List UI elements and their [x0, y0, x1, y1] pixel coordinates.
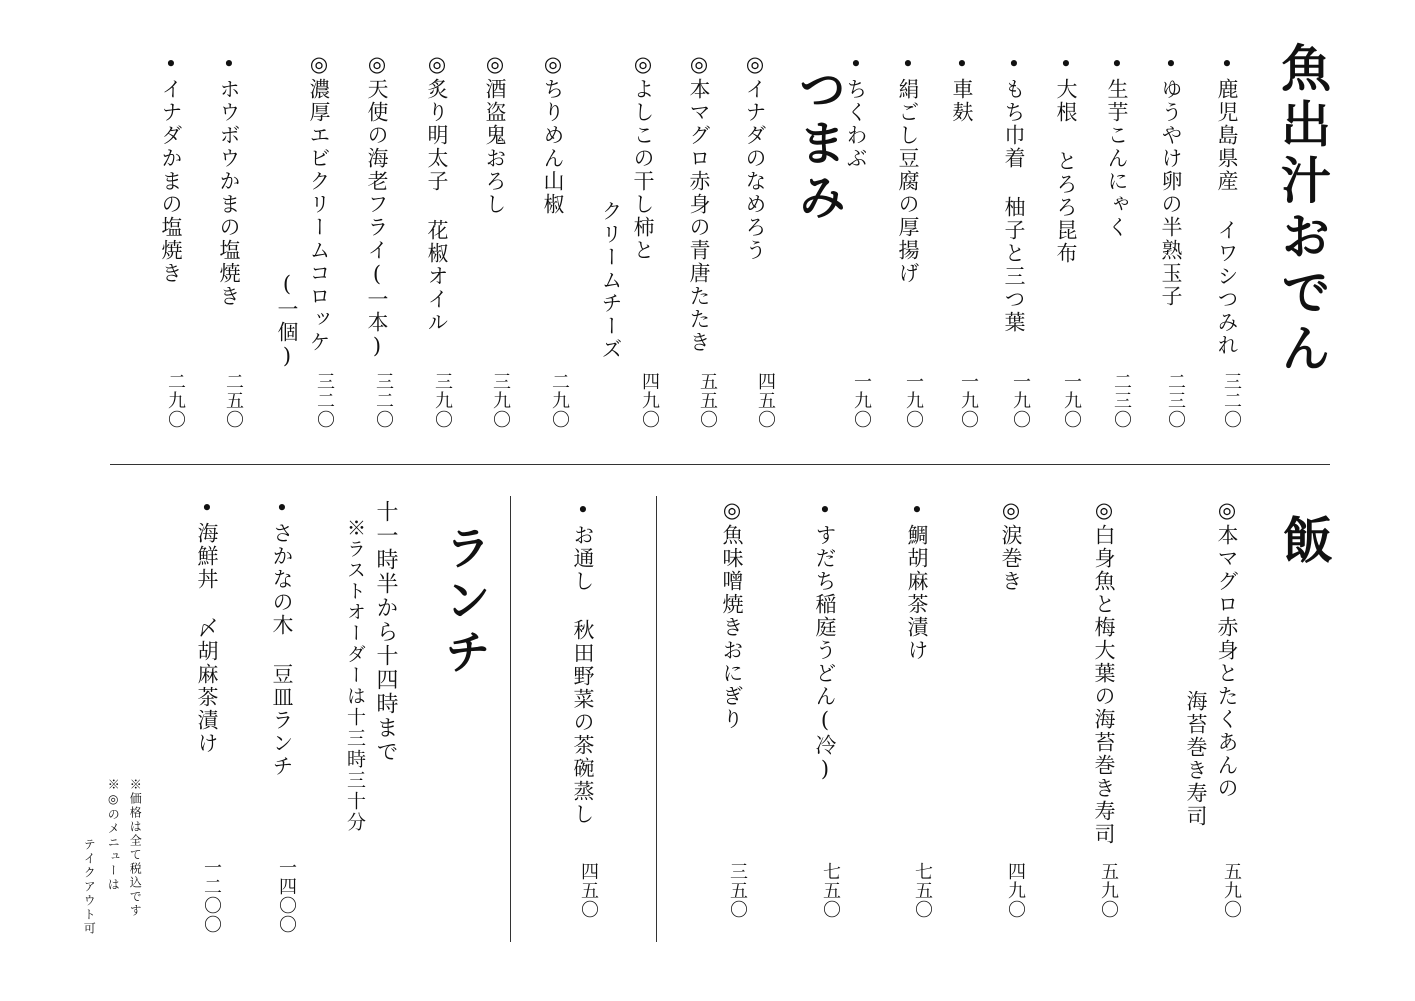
- menu-item-price: 三九〇: [432, 372, 453, 429]
- menu-item-price: 一九〇: [958, 372, 979, 429]
- menu-item-price: 一四〇〇: [276, 858, 297, 934]
- menu-item-name: •海鮮丼 〆胡麻茶漬け: [195, 496, 219, 755]
- otoshi-item-price: 四五〇: [578, 862, 599, 919]
- menu-item-name: ◎涙巻き: [999, 498, 1023, 593]
- section-divider: [110, 464, 1330, 465]
- menu-item-name: •大根 とろろ昆布: [1054, 52, 1078, 265]
- menu-item-price: 四九〇: [1005, 862, 1026, 919]
- oden-heading: 魚出汁おでん: [1273, 42, 1332, 378]
- menu-item-price: 三九〇: [490, 372, 511, 429]
- lunch-hours: 十一時半から十四時まで: [373, 500, 398, 764]
- menu-item-name: ◎イナダのなめろう: [743, 52, 767, 262]
- menu-item-price: 一九〇: [903, 372, 924, 429]
- menu-item-name: •もち巾着 柚子と三つ葉: [1002, 52, 1026, 334]
- menu-item-price: 五九〇: [1221, 862, 1242, 919]
- menu-item-price: 二三〇: [1165, 372, 1186, 429]
- menu-item-name: •車麸: [950, 52, 974, 124]
- menu-item-name: ◎酒盗鬼おろし: [483, 52, 507, 216]
- menu-item-name-cont: 海苔巻き寿司: [1184, 690, 1208, 828]
- menu-item-price: 四九〇: [639, 372, 660, 429]
- menu-item-price: 二九〇: [165, 372, 186, 429]
- menu-item-name: ◎濃厚エビクリームコロッケ: [307, 52, 331, 354]
- column-divider: [656, 496, 657, 942]
- column-divider: [510, 496, 511, 942]
- menu-item-name: •ホウボウかまの塩焼き: [217, 52, 241, 308]
- menu-item-name-cont: (一個): [275, 272, 299, 370]
- takeout-note-cont: テイクアウト可: [82, 838, 97, 936]
- menu-item-name: ◎本マグロ赤身とたくあんの: [1215, 498, 1239, 800]
- menu-item-name: •鯛胡麻茶漬け: [905, 498, 929, 662]
- menu-item-name: ◎炙り明太子 花椒オイル: [425, 52, 449, 334]
- otoshi-item-name: •お通し 秋田野菜の茶碗蒸し: [571, 498, 595, 826]
- menu-item-name: •鹿児島県産 イワシつみれ: [1215, 52, 1239, 357]
- menu-item-name: •絹ごし豆腐の厚揚げ: [896, 52, 920, 285]
- menu-item-price: 三五〇: [727, 862, 748, 919]
- menu-item-price: 三二〇: [314, 372, 335, 429]
- menu-item-name: ◎天使の海老フライ(一本): [365, 52, 389, 360]
- meshi-heading: 飯: [1275, 514, 1334, 570]
- menu-item-price: 一九〇: [1010, 372, 1031, 429]
- menu-item-price: 二五〇: [223, 372, 244, 429]
- menu-item-name: •すだち稲庭うどん(冷): [813, 498, 837, 783]
- menu-item-price: 二九〇: [549, 372, 570, 429]
- menu-item-name: •ゆうやけ卵の半熟玉子: [1159, 52, 1183, 308]
- lunch-heading: ランチ: [438, 524, 492, 680]
- menu-item-price: 一九〇: [1061, 372, 1082, 429]
- menu-item-price: 三二〇: [1221, 372, 1242, 429]
- menu-item-price: 二三〇: [1111, 372, 1132, 429]
- menu-item-price: 七五〇: [912, 862, 933, 919]
- menu-item-price: 一二〇〇: [201, 858, 222, 934]
- menu-item-name: ◎よしこの干し柿と: [631, 52, 655, 262]
- menu-item-name: ◎魚味噌焼きおにぎり: [720, 498, 744, 731]
- takeout-note: ※◎のメニューは: [106, 778, 121, 892]
- menu-item-name: •イナダかまの塩焼き: [159, 52, 183, 285]
- menu-item-price: 四五〇: [755, 372, 776, 429]
- menu-item-price: 五九〇: [1098, 862, 1119, 919]
- menu-item-name-cont: クリームチーズ: [599, 200, 623, 361]
- menu-item-price: 五五〇: [697, 372, 718, 429]
- menu-item-name: ◎本マグロ赤身の青唐たたき: [687, 52, 711, 354]
- menu-item-price: 三二〇: [373, 372, 394, 429]
- menu-item-price: 一九〇: [851, 372, 872, 429]
- tsumami-heading: つまみ: [790, 64, 846, 226]
- tax-note: ※価格は全て税込です: [128, 778, 143, 918]
- menu-item-name: ◎白身魚と梅大葉の海苔巻き寿司: [1092, 498, 1116, 846]
- menu-item-name: ◎ちりめん山椒: [541, 52, 565, 216]
- menu-item-name: •生芋こんにゃく: [1105, 52, 1129, 239]
- menu-item-price: 七五〇: [820, 862, 841, 919]
- menu-item-name: •さかなの木 豆皿ランチ: [270, 496, 294, 778]
- lunch-last-order: ※ラストオーダーは十三時三十分: [344, 518, 366, 833]
- menu-item-name: •ちくわぶ: [844, 52, 868, 170]
